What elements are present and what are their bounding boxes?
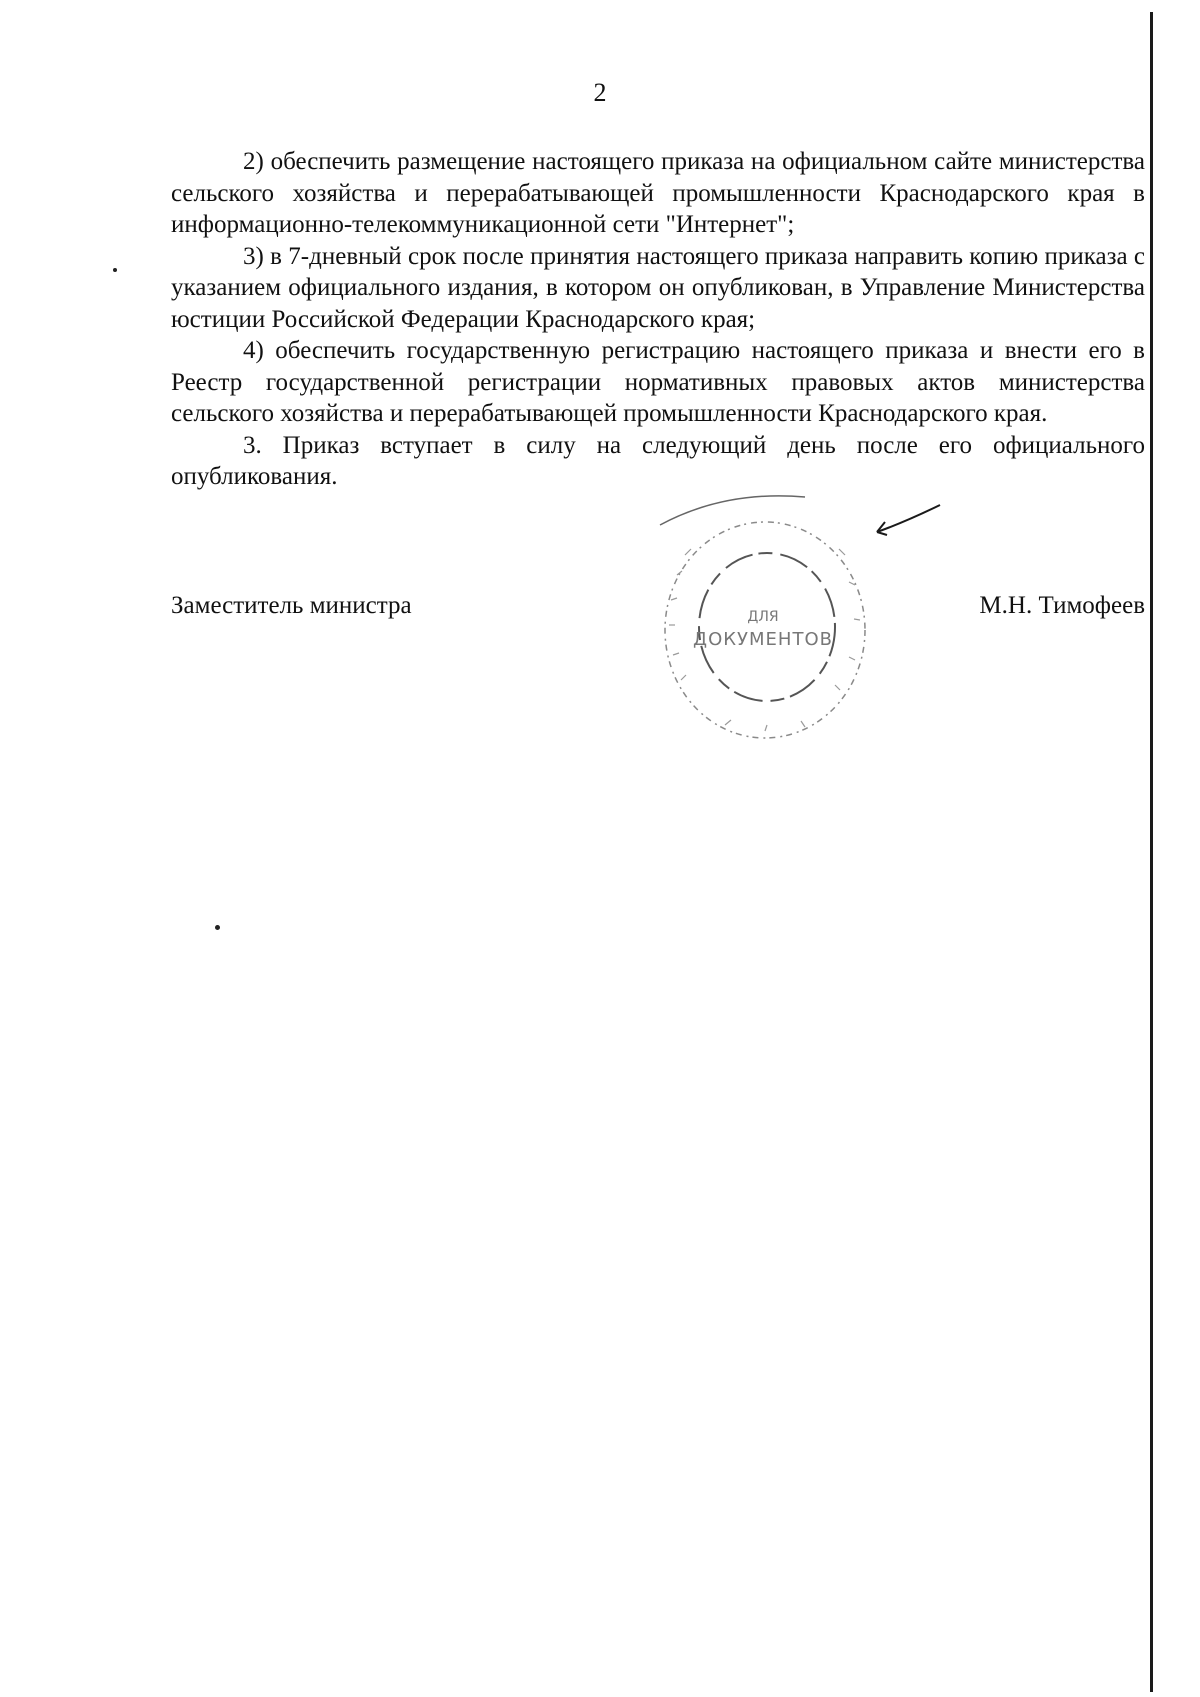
scan-speck	[113, 268, 117, 272]
signature-mark	[875, 500, 945, 540]
stamp-text-line1: ДЛЯ	[747, 609, 779, 625]
paragraph-item-2: 2) обеспечить размещение настоящего приказа на официальном сайте министерства сельского хозяйства и перерабатывающей промышленности Краснодарского края в информационно-телекоммуникационной сети "Интернет";	[171, 148, 1145, 238]
signatory-title: Заместитель министра	[171, 592, 412, 619]
scan-speck	[215, 925, 220, 930]
document-body	[171, 146, 1145, 493]
paragraph-effective-date: 3. Приказ вступает в силу на следующий день после его официального опубликования.	[171, 431, 1145, 490]
signature-block	[171, 590, 1145, 630]
stamp-text-line2: ДОКУМЕНТОВ	[693, 629, 833, 650]
signatory-name: М.Н. Тимофеев	[979, 592, 1145, 619]
stamp-top-arc	[660, 496, 805, 525]
scan-edge-line	[1150, 12, 1153, 1692]
paragraph-item-3: 3) в 7-дневный срок после принятия настоящего приказа направить копию приказа с указанием официального издания, в котором он опубликован, в Управление Министерства юстиции Российской Федерации Краснодарского края;	[171, 242, 1145, 333]
paragraph-item-4: 4) обеспечить государственную регистрацию настоящего приказа и внести его в Реестр государственной регистрации нормативных правовых актов министерства сельского хозяйства и перерабатывающей промышленности Краснодарского края.	[171, 337, 1145, 427]
page-number: 2	[593, 78, 607, 107]
